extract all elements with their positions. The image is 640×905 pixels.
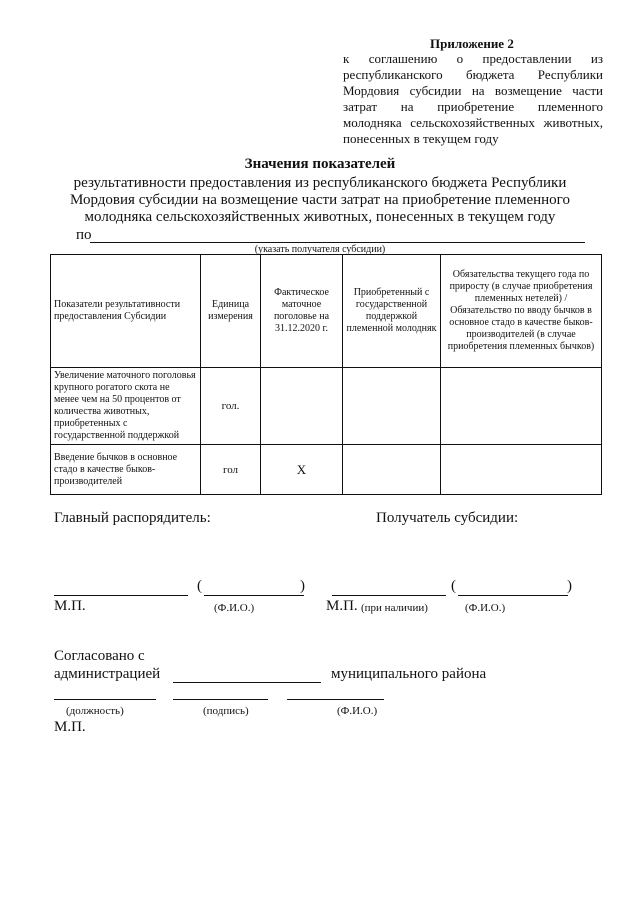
cell-acquired <box>343 445 441 495</box>
table-row <box>51 368 602 445</box>
recipient-fio-caption: (Ф.И.О.) <box>465 602 506 614</box>
header-obligation: Обязательства текущего года по приросту (в случае приобретения племенных нетелей) / Обязательство по вводу бычков в основное стадо в качестве быков-производителей (в случае приобретения племенных бычков) <box>441 255 602 368</box>
chief-paren-open: ( <box>197 578 202 594</box>
approval-fio-caption: (Ф.И.О.) <box>337 705 378 717</box>
heading-line-1: результативности предоставления из республиканского бюджета Республики <box>73 175 567 191</box>
recipient-signature-line <box>332 595 446 596</box>
position-line <box>54 699 156 700</box>
cell-unit: гол <box>201 445 261 495</box>
cell-obligation <box>441 445 602 495</box>
recipient-paren-open: ( <box>451 578 456 594</box>
cell-fact <box>261 368 343 445</box>
chief-paren-close: ) <box>300 578 305 594</box>
table-header-row <box>51 255 602 368</box>
recipient-prefix: по <box>76 227 92 243</box>
recipient-stamp-note: (при наличии) <box>361 602 428 614</box>
approval-line-1: Согласовано с <box>54 648 145 664</box>
chief-fio-line <box>204 595 304 596</box>
cell-obligation <box>441 368 602 445</box>
heading-line-3: молодняка сельскохозяйственных животных, понесенных в текущем году <box>84 209 556 225</box>
header-acquired: Приобретенный с государственной поддержкой племенной молодняк <box>343 255 441 368</box>
signature-line <box>173 699 268 700</box>
approval-fio-line <box>287 699 384 700</box>
approval-line-2: администрацией <box>54 666 161 682</box>
header-unit: Единица измерения <box>201 255 261 368</box>
cell-fact: X <box>261 445 343 495</box>
document-title: Значения показателей <box>244 156 396 172</box>
district-name-line <box>173 682 321 683</box>
cell-indicator: Введение бычков в основное стадо в качестве быков-производителей <box>51 445 201 495</box>
recipient-label: Получатель субсидии: <box>376 510 519 526</box>
cell-unit: гол. <box>201 368 261 445</box>
cell-indicator: Увеличение маточного поголовья крупного рогатого скота не менее чем на 50 процентов от количества животных, приобретенных с государственной поддержкой <box>51 368 201 445</box>
heading-line-2: Мордовия субсидии на возмещение части затрат на приобретение племенного <box>70 192 570 208</box>
chief-stamp: М.П. <box>54 598 86 614</box>
recipient-fio-line <box>458 595 568 596</box>
recipient-hint: (указать получателя субсидии) <box>254 244 386 255</box>
approval-district: муниципального района <box>331 666 487 682</box>
chief-fio-caption: (Ф.И.О.) <box>214 602 255 614</box>
signature-caption: (подпись) <box>203 705 249 717</box>
recipient-stamp: М.П. <box>326 598 358 614</box>
header-fact: Фактическое маточное поголовье на 31.12.2020 г. <box>261 255 343 368</box>
recipient-underline <box>90 242 585 243</box>
cell-acquired <box>343 368 441 445</box>
chief-label: Главный распорядитель: <box>54 510 211 526</box>
indicators-table <box>50 254 602 495</box>
header-indicator: Показатели результативности предоставления Субсидии <box>51 255 201 368</box>
appendix-title: Приложение 2 <box>430 36 514 51</box>
chief-signature-line <box>54 595 188 596</box>
approval-stamp: М.П. <box>54 719 86 735</box>
recipient-paren-close: ) <box>567 578 572 594</box>
position-caption: (должность) <box>66 705 124 717</box>
table-row <box>51 445 602 495</box>
appendix-text: к соглашению о предоставлении из республиканского бюджета Республики Мордовия субсидии на возмещение части затрат на приобретение племенного молодняка сельскохозяйственных животных, понесенных в текущем году <box>343 51 603 146</box>
